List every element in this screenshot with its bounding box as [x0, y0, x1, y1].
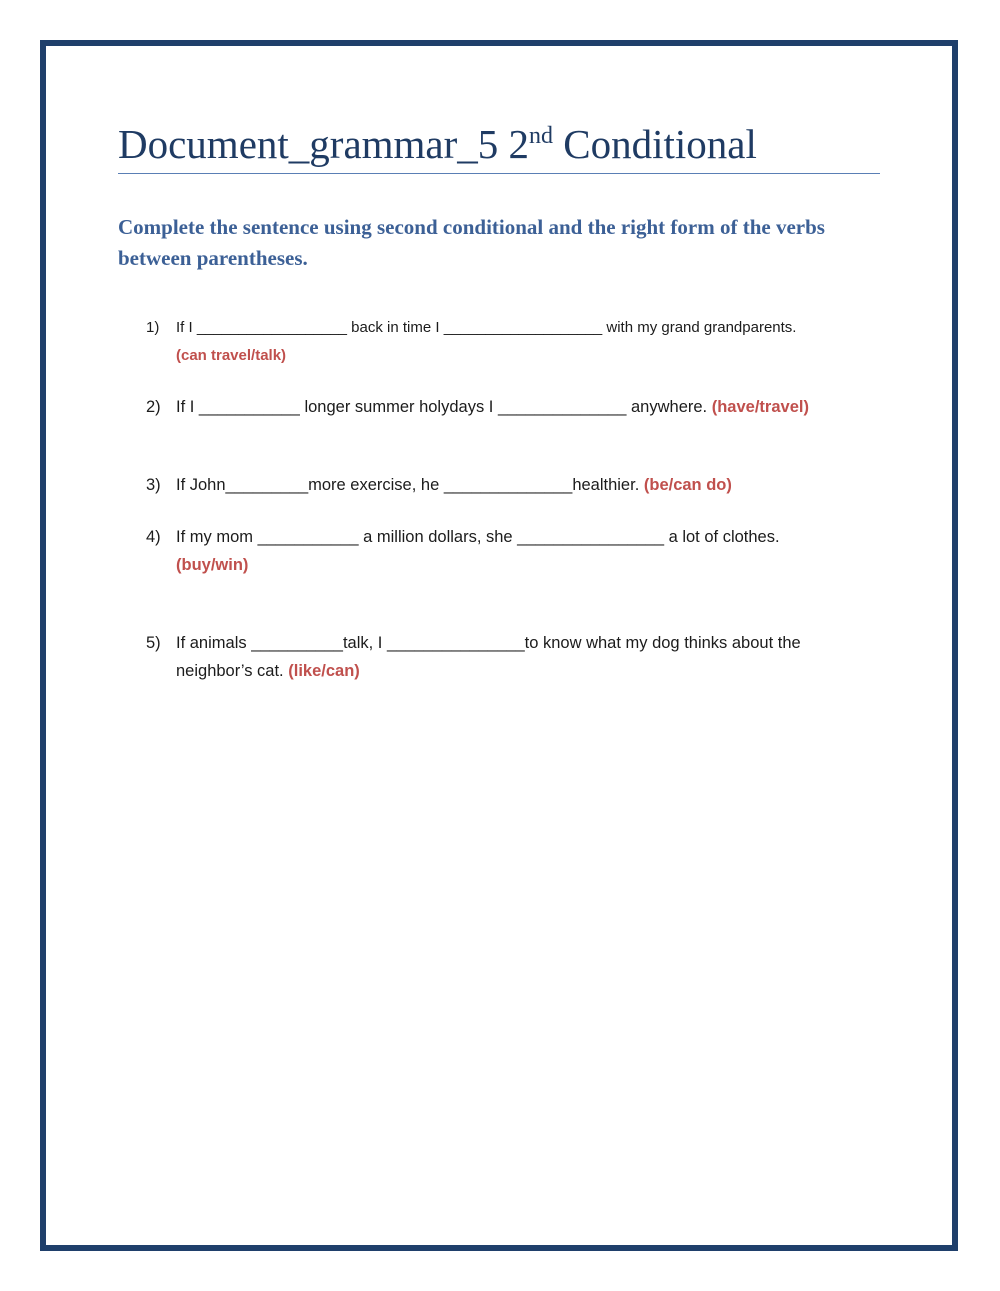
instructions: Complete the sentence using second conditional and the right form of the verbs between parentheses. — [118, 215, 825, 270]
question-number: 1) — [146, 319, 160, 336]
question-body — [176, 314, 881, 370]
question-item — [146, 314, 881, 370]
question-body — [176, 471, 881, 499]
question-number: 5) — [146, 634, 161, 652]
title-main: Document_grammar_5 2 — [118, 121, 530, 167]
question-item — [146, 629, 881, 685]
verb-hint: (have/travel) — [711, 398, 809, 416]
question-item — [146, 393, 881, 421]
question-body — [176, 629, 881, 685]
question-item — [146, 471, 881, 499]
question-text: If I __________________ back in time I ___________________ with my grand grandparents. — [176, 319, 797, 336]
question-number: 4) — [146, 528, 161, 546]
verb-hint: (can travel/talk) — [176, 347, 287, 364]
title-superscript: nd — [529, 123, 554, 149]
question-text: If my mom ___________ a million dollars, she ________________ a lot of clothes. — [176, 528, 780, 546]
verb-hint: (be/can do) — [643, 476, 732, 494]
question-text: If animals __________talk, I _______________to know what my dog thinks about the neighbor’s cat. — [176, 634, 801, 680]
question-body — [176, 393, 881, 421]
question-text: If I ___________ longer summer holydays I ______________ anywhere. — [176, 398, 708, 416]
title-tail: Conditional — [553, 121, 757, 167]
verb-hint: (buy/win) — [176, 556, 249, 574]
question-text: If John_________more exercise, he ______________healthier. — [176, 476, 640, 494]
question-number: 3) — [146, 476, 161, 494]
document-title — [118, 118, 757, 170]
title-divider — [118, 173, 880, 174]
question-item — [146, 523, 881, 579]
question-number: 2) — [146, 398, 161, 416]
question-body — [176, 523, 881, 579]
verb-hint: (like/can) — [288, 662, 360, 680]
